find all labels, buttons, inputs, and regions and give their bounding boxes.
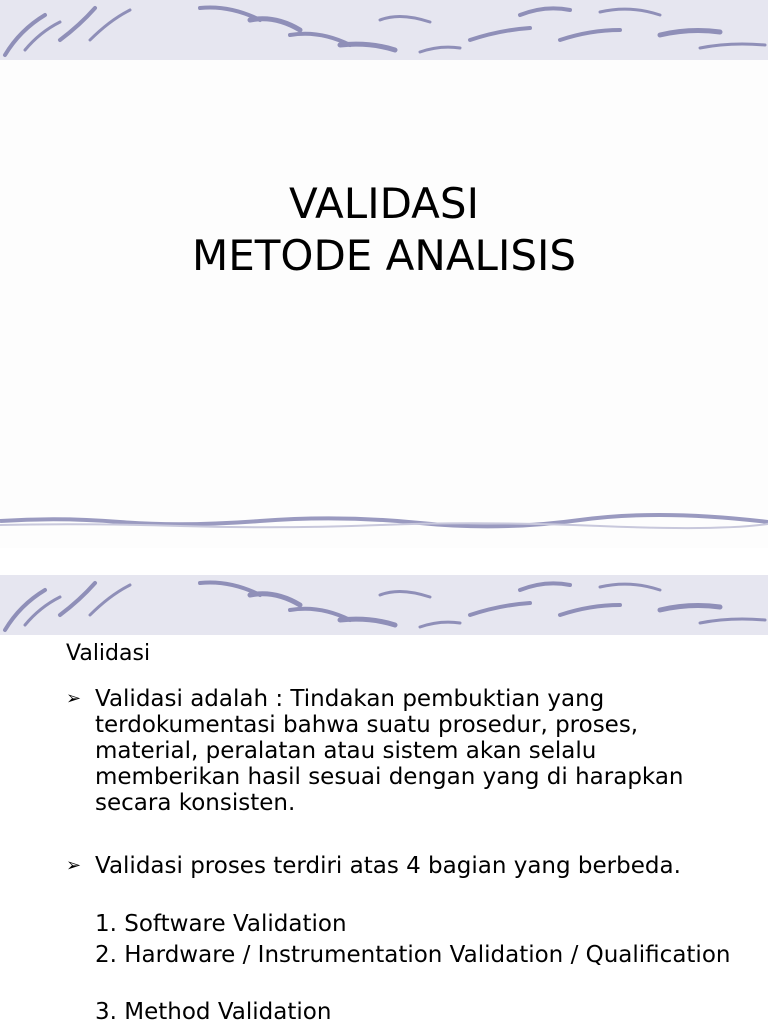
content-slide xyxy=(0,575,768,1024)
swirl-decoration-icon xyxy=(0,575,768,635)
title-line-2: METODE ANALISIS xyxy=(191,231,577,280)
swirl-decoration-icon xyxy=(0,0,768,60)
list-item: 1. Software Validation xyxy=(95,911,347,937)
list-item: 3. Method Validation xyxy=(95,999,332,1024)
slide-title xyxy=(0,178,768,282)
bullet-text: Validasi adalah : Tindakan pembuktian yang terdokumentasi bahwa suatu prosedur, proses, material, peralatan atau sistem akan selalu memberikan hasil sesuai dengan yang di harapkan secara konsisten. xyxy=(95,686,684,816)
section-heading: Validasi xyxy=(66,641,151,666)
decorative-bottom-rule xyxy=(0,512,768,532)
decorative-header-band xyxy=(0,575,768,635)
title-line-1: VALIDASI xyxy=(289,179,479,228)
bullet-text: Validasi proses terdiri atas 4 bagian yang berbeda. xyxy=(95,853,681,879)
bullet-process xyxy=(66,853,746,879)
arrow-right-icon: ➢ xyxy=(66,688,82,709)
arrow-right-icon: ➢ xyxy=(66,855,82,876)
list-item: 2. Hardware / Instrumentation Validation / Qualification xyxy=(95,942,731,968)
bullet-definition xyxy=(66,686,746,816)
decorative-header-band xyxy=(0,0,768,60)
slide-gap xyxy=(0,548,768,575)
